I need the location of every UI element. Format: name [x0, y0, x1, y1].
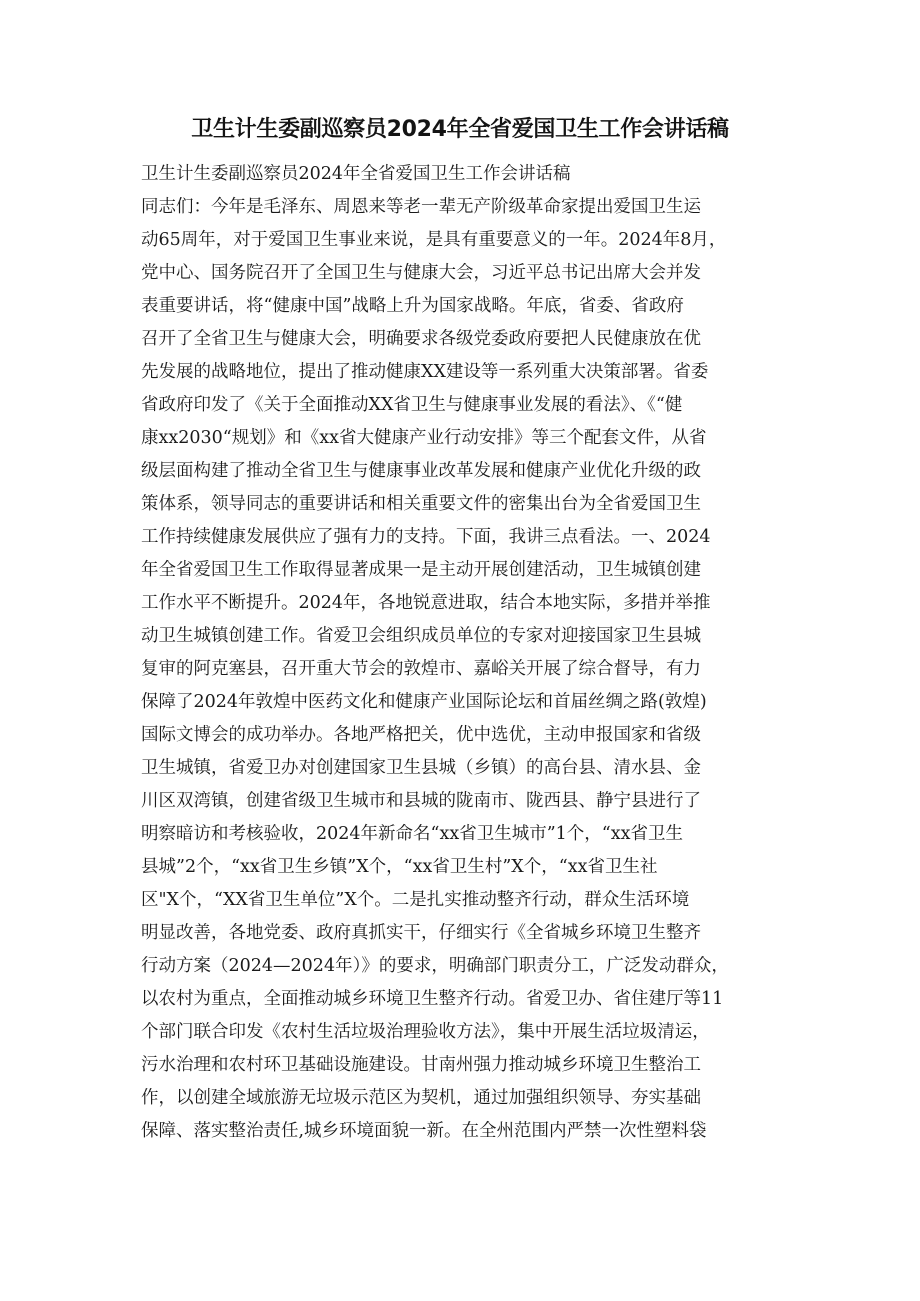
- paragraph-line: 级层面构建了推动全省卫生与健康事业改革发展和健康产业优化升级的政: [141, 461, 701, 481]
- paragraph-line: 省政府印发了《关于全面推动XX省卫生与健康事业发展的看法》、《“健: [141, 395, 683, 415]
- paragraph-line: 党中心、国务院召开了全国卫生与健康大会，习近平总书记出席大会并发: [141, 263, 701, 283]
- paragraph-line: 工作持续健康发展供应了强有力的支持。下面，我讲三点看法。一、2024: [141, 527, 711, 547]
- paragraph-line: 策体系，领导同志的重要讲话和相关重要文件的密集出台为全省爱国卫生: [141, 494, 701, 514]
- paragraph-line: 川区双湾镇，创建省级卫生城市和县城的陇南市、陇西县、静宁县进行了: [141, 791, 701, 811]
- paragraph-line: 同志们：今年是毛泽东、周恩来等老一辈无产阶级革命家提出爱国卫生运: [141, 197, 701, 217]
- paragraph-line: 卫生城镇，省爱卫办对创建国家卫生县城（乡镇）的高台县、清水县、金: [141, 758, 701, 778]
- paragraph-line: 明显改善，各地党委、政府真抓实干，仔细实行《全省城乡环境卫生整齐: [141, 923, 701, 943]
- paragraph-line: 动卫生城镇创建工作。省爱卫会组织成员单位的专家对迎接国家卫生县城: [141, 626, 701, 646]
- paragraph-line: 作，以创建全域旅游无垃圾示范区为契机，通过加强组织领导、夯实基础: [141, 1088, 701, 1108]
- paragraph-line: 污水治理和农村环卫基础设施建设。甘南州强力推动城乡环境卫生整治工: [141, 1055, 701, 1075]
- paragraph-line: 保障、落实整治责任,城乡环境面貌一新。在全州范围内严禁一次性塑料袋: [141, 1121, 707, 1141]
- paragraph-line: 工作水平不断提升。2024年，各地锐意进取，结合本地实际，多措并举推: [141, 593, 711, 613]
- paragraph-line: 个部门联合印发《农村生活垃圾治理验收方法》，集中开展生活垃圾清运，: [141, 1022, 710, 1042]
- document-body: [141, 158, 791, 1148]
- paragraph-line: 区"X个，“XX省卫生单位”X个。二是扎实推动整齐行动，群众生活环境: [141, 890, 690, 910]
- paragraph-line: 以农村为重点，全面推动城乡环境卫生整齐行动。省爱卫办、省住建厅等11: [141, 989, 724, 1009]
- paragraph-line: 召开了全省卫生与健康大会，明确要求各级党委政府要把人民健康放在优: [141, 329, 701, 349]
- paragraph-line: 年全省爱国卫生工作取得显著成果一是主动开展创建活动，卫生城镇创建: [141, 560, 701, 580]
- paragraph-line: 国际文博会的成功举办。各地严格把关，优中选优，主动申报国家和省级: [141, 725, 701, 745]
- paragraph-line: 行动方案（2024—2024年）》的要求，明确部门职责分工，广泛发动群众，: [141, 956, 729, 976]
- document-subtitle: 卫生计生委副巡察员2024年全省爱国卫生工作会讲话稿: [141, 164, 571, 184]
- paragraph-line: 先发展的战略地位，提出了推动健康XX建设等一系列重大决策部署。省委: [141, 362, 709, 382]
- paragraph-line: 表重要讲话，将“健康中国”战略上升为国家战略。年底，省委、省政府: [141, 296, 684, 316]
- paragraph-line: 县城”2个，“xx省卫生乡镇”X个，“xx省卫生村”X个，“xx省卫生社: [141, 857, 658, 877]
- paragraph-line: 明察暗访和考核验收，2024年新命名“xx省卫生城市”1个，“xx省卫生: [141, 824, 683, 844]
- paragraph-line: 保障了2024年敦煌中医药文化和健康产业国际论坛和首届丝绸之路(敦煌): [141, 692, 707, 712]
- paragraph-line: 复审的阿克塞县，召开重大节会的敦煌市、嘉峪关开展了综合督导，有力: [141, 659, 701, 679]
- paragraph-line: 康xx2030“规划》和《xx省大健康产业行动安排》等三个配套文件，从省: [141, 428, 707, 448]
- document-title: 卫生计生委副巡察员2024年全省爱国卫生工作会讲话稿: [191, 117, 729, 142]
- paragraph-line: 动65周年，对于爱国卫生事业来说，是具有重要意义的一年。2024年8月，: [141, 230, 727, 250]
